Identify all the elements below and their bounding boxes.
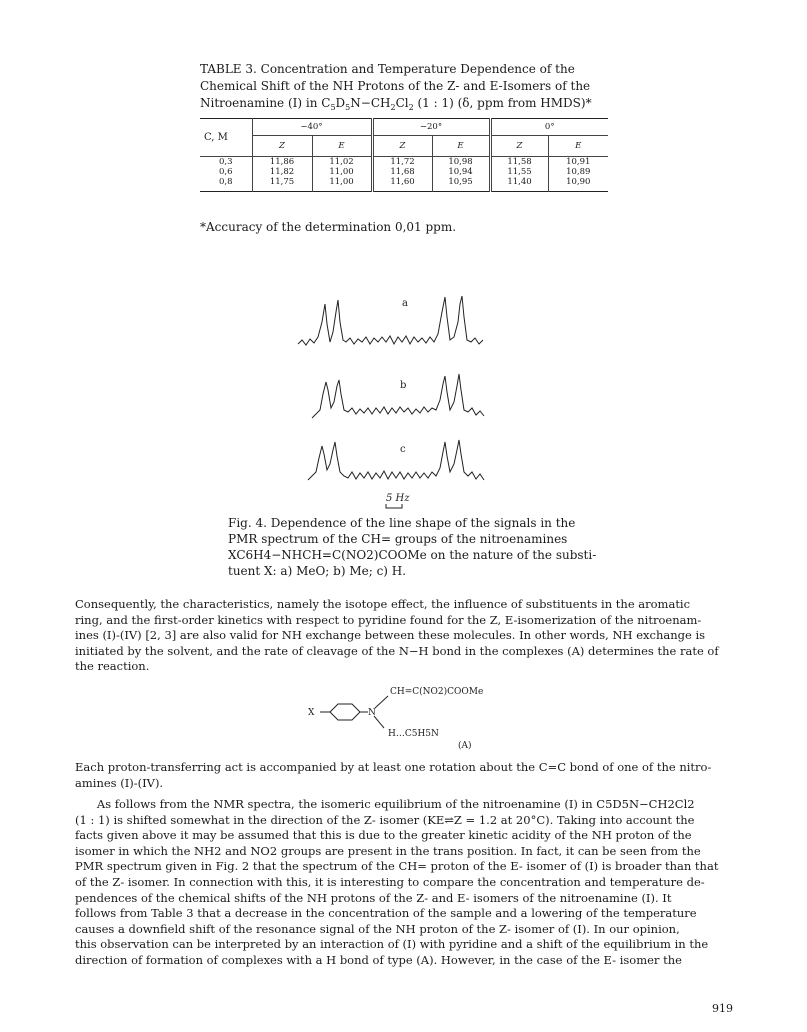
text-line: ines (I)-(IV) [2, 3] are also valid for NH exchange between these molecules. In other words, NH exchange is bbox=[75, 628, 706, 643]
isomer-header: Z bbox=[490, 136, 548, 157]
paragraph-3 bbox=[75, 797, 735, 969]
figure-caption bbox=[228, 515, 598, 579]
complex-a-structure bbox=[300, 684, 520, 752]
figure-caption-line: Fig. 4. Dependence of the line shape of the signals in the bbox=[228, 516, 576, 530]
text-line: facts given above it may be assumed that this is due to the greater kinetic acidity of the NH proton of the bbox=[75, 828, 692, 843]
table-caption bbox=[200, 61, 620, 112]
conc-values: 0,3 0,6 0,8 bbox=[218, 157, 233, 187]
text-line: As follows from the NMR spectra, the isomeric equilibrium of the nitroenamine (I) in C5D5N−CH2Cl2 bbox=[75, 797, 695, 811]
trace-label-a: a bbox=[402, 298, 408, 309]
text-line: Each proton-transferring act is accompanied by at least one rotation about the C=C bond of one of the nitro- bbox=[75, 760, 712, 774]
hbond-pyridine-label: H…C5H5N bbox=[388, 729, 439, 739]
figure-caption-line: PMR spectrum of the CH= groups of the nitroenamines bbox=[228, 532, 568, 546]
text-line: direction of formation of complexes with a H bond of type (A). However, in the case of the E- isomer the bbox=[75, 952, 682, 967]
text-line: the reaction. bbox=[75, 659, 150, 674]
figure-caption-line: XC6H4−NHCH=C(NO2)COOMe on the nature of the substi- bbox=[228, 548, 597, 562]
vinyl-group-label: CH=C(NO2)COOMe bbox=[390, 687, 484, 697]
temp-header: 0° bbox=[490, 119, 608, 136]
paragraph-2 bbox=[75, 760, 735, 791]
scale-bar bbox=[386, 504, 402, 508]
text-line: of the Z- isomer. In connection with this, it is interesting to compare the concentration and temperature de- bbox=[75, 874, 705, 889]
text-line: this observation can be interpreted by an interaction of (I) with pyridine and a shift of the equilibrium in the bbox=[75, 937, 709, 952]
shift-values: 11,02 11,00 11,00 bbox=[312, 157, 372, 192]
text-line: Consequently, the characteristics, namely the isotope effect, the influence of substituents in the aromatic bbox=[75, 597, 691, 611]
shift-values: 11,86 11,82 11,75 bbox=[252, 157, 312, 192]
spectrum-trace-c bbox=[308, 440, 484, 480]
text-line: PMR spectrum given in Fig. 2 that the spectrum of the CH= proton of the E- isomer of (I) is broader than that bbox=[75, 859, 719, 874]
text-line: isomer in which the NH2 and NO2 groups are present in the trans position. In fact, it can be seen from the bbox=[75, 843, 701, 858]
nitrogen-atom: N bbox=[368, 708, 376, 718]
complex-label: (A) bbox=[458, 741, 472, 751]
pmr-spectra-figure bbox=[290, 282, 530, 512]
spectrum-trace-b bbox=[312, 374, 484, 418]
isomer-header: Z bbox=[372, 136, 432, 157]
temp-header: −40° bbox=[252, 119, 372, 136]
text-line: ring, and the first-order kinetics with respect to pyridine found for the Z, E-isomerization of the nitroenam- bbox=[75, 612, 702, 627]
shift-values: 10,98 10,94 10,95 bbox=[432, 157, 490, 192]
conc-header: C, M bbox=[200, 119, 252, 157]
isomer-header: E bbox=[548, 136, 608, 157]
text-line: (1 : 1) is shifted somewhat in the direction of the Z- isomer (KE⇌Z = 1.2 at 20°C). Taking into account the bbox=[75, 812, 695, 827]
substituent-x: X bbox=[308, 708, 315, 718]
text-line: amines (I)-(IV). bbox=[75, 775, 164, 790]
table-caption-line: TABLE 3. Concentration and Temperature Dependence of the bbox=[200, 62, 575, 76]
temp-header: −20° bbox=[372, 119, 490, 136]
page-number: 919 bbox=[712, 1002, 733, 1015]
text-line: initiated by the solvent, and the rate of cleavage of the N−H bond in the complexes (A) determines the rate of bbox=[75, 643, 719, 658]
shift-values: 11,72 11,68 11,60 bbox=[372, 157, 432, 192]
shift-values: 11,58 11,55 11,40 bbox=[490, 157, 548, 192]
trace-label-c: c bbox=[400, 444, 406, 455]
table-caption-line: Chemical Shift of the NH Protons of the Z- and E-Isomers of the bbox=[200, 79, 591, 93]
table-caption-line: Nitroenamine (I) in $C_5D_5N-CH_2Cl_2$ (1 : 1) (δ, ppm from HMDS)* bbox=[200, 96, 592, 112]
text-line: follows from Table 3 that a decrease in the concentration of the sample and a lowering of the temperature bbox=[75, 906, 697, 921]
shift-values: 10,91 10,89 10,90 bbox=[548, 157, 608, 192]
table-footnote: *Accuracy of the determination 0,01 ppm. bbox=[200, 220, 457, 234]
figure-caption-line: tuent X: a) MeO; b) Me; c) H. bbox=[228, 564, 407, 578]
paragraph-1 bbox=[75, 597, 735, 675]
scale-label: 5 Hz bbox=[386, 493, 410, 504]
table-3 bbox=[200, 118, 608, 192]
isomer-header: E bbox=[432, 136, 490, 157]
text-line: pendences of the chemical shifts of the NH protons of the Z- and E- isomers of the nitroenamine (I). It bbox=[75, 890, 672, 905]
text-line: causes a downfield shift of the resonance signal of the NH proton of the Z- isomer of (I). In our opinion, bbox=[75, 921, 680, 936]
trace-label-b: b bbox=[400, 380, 407, 391]
isomer-header: Z bbox=[252, 136, 312, 157]
spectrum-trace-a bbox=[298, 296, 483, 345]
isomer-header: E bbox=[312, 136, 372, 157]
